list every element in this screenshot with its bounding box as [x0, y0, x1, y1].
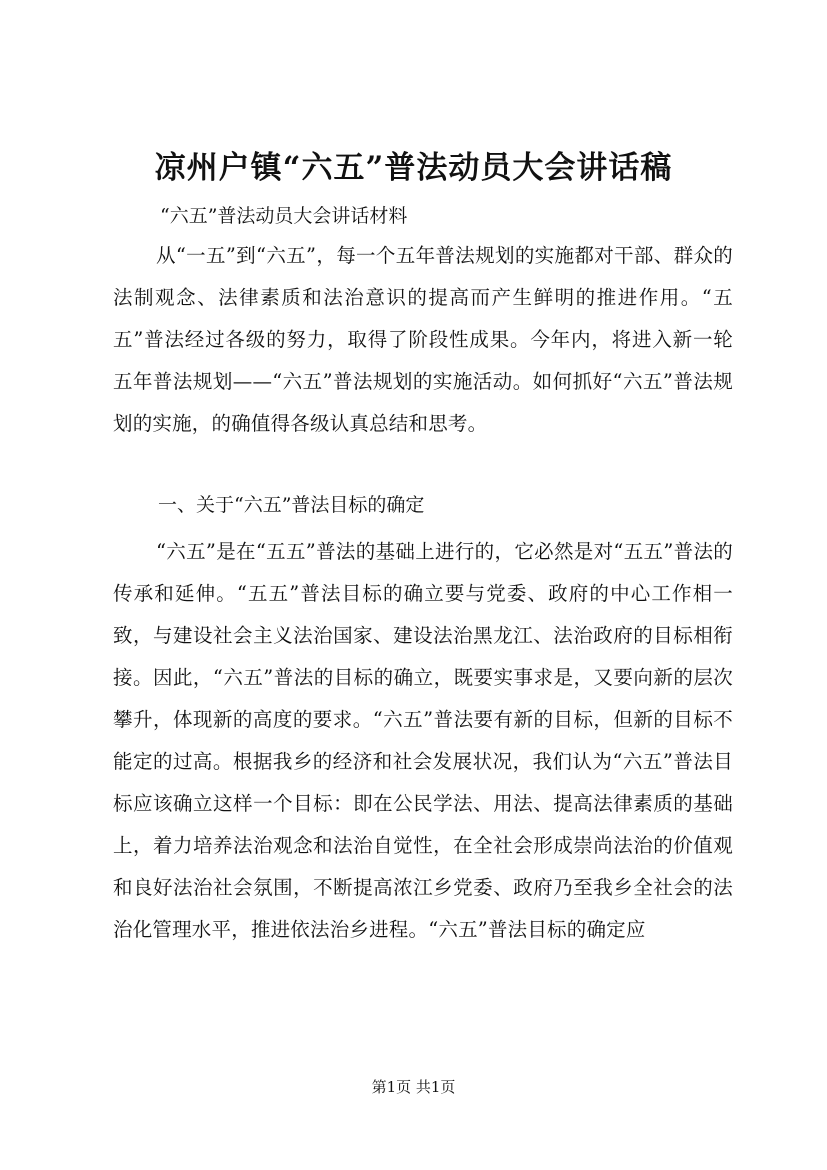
- body-paragraph-2: “六五”是在“五五”普法的基础上进行的，它必然是对“五五”普法的传承和延伸。“五五”普法目标的确立要与党委、政府的中心工作相一致，与建设社会主义法治国家、建设法治黑龙江、法治政府的目标相衔接。因此，“六五”普法的目标的确立，既要实事求是，又要向新的层次攀升，体现新的高度的要求。“六五”普法要有新的目标，但新的目标不能定的过高。根据我乡的经济和社会发展状况，我们认为“六五”普法目标应该确立这样一个目标：即在公民学法、用法、提高法律素质的基础上，着力培养法治观念和法治自觉性，在全社会形成崇尚法治的价值观和良好法治社会氛围，不断提高浓江乡党委、政府乃至我乡全社会的法治化管理水平，推进依法治乡进程。“六五”普法目标的确定应: [113, 540, 733, 941]
- body-paragraph-1: 从“一五”到“六五”，每一个五年普法规划的实施都对干部、群众的法制观念、法律素质和法治意识的提高而产生鲜明的推进作用。“五五”普法经过各级的努力，取得了阶段性成果。今年内，将进入新一轮五年普法规划——“六五”普法规划的实施活动。如何抓好“六五”普法规划的实施，的确值得各级认真总结和思考。: [113, 244, 733, 435]
- page-footer: 第1页 共1页: [371, 1078, 456, 1096]
- document-title: 凉州户镇“六五”普法动员大会讲话稿: [154, 150, 673, 186]
- section-heading: 一、关于“六五”普法目标的确定: [158, 494, 425, 516]
- document-subtitle: “六五”普法动员大会讲话材料: [160, 205, 408, 227]
